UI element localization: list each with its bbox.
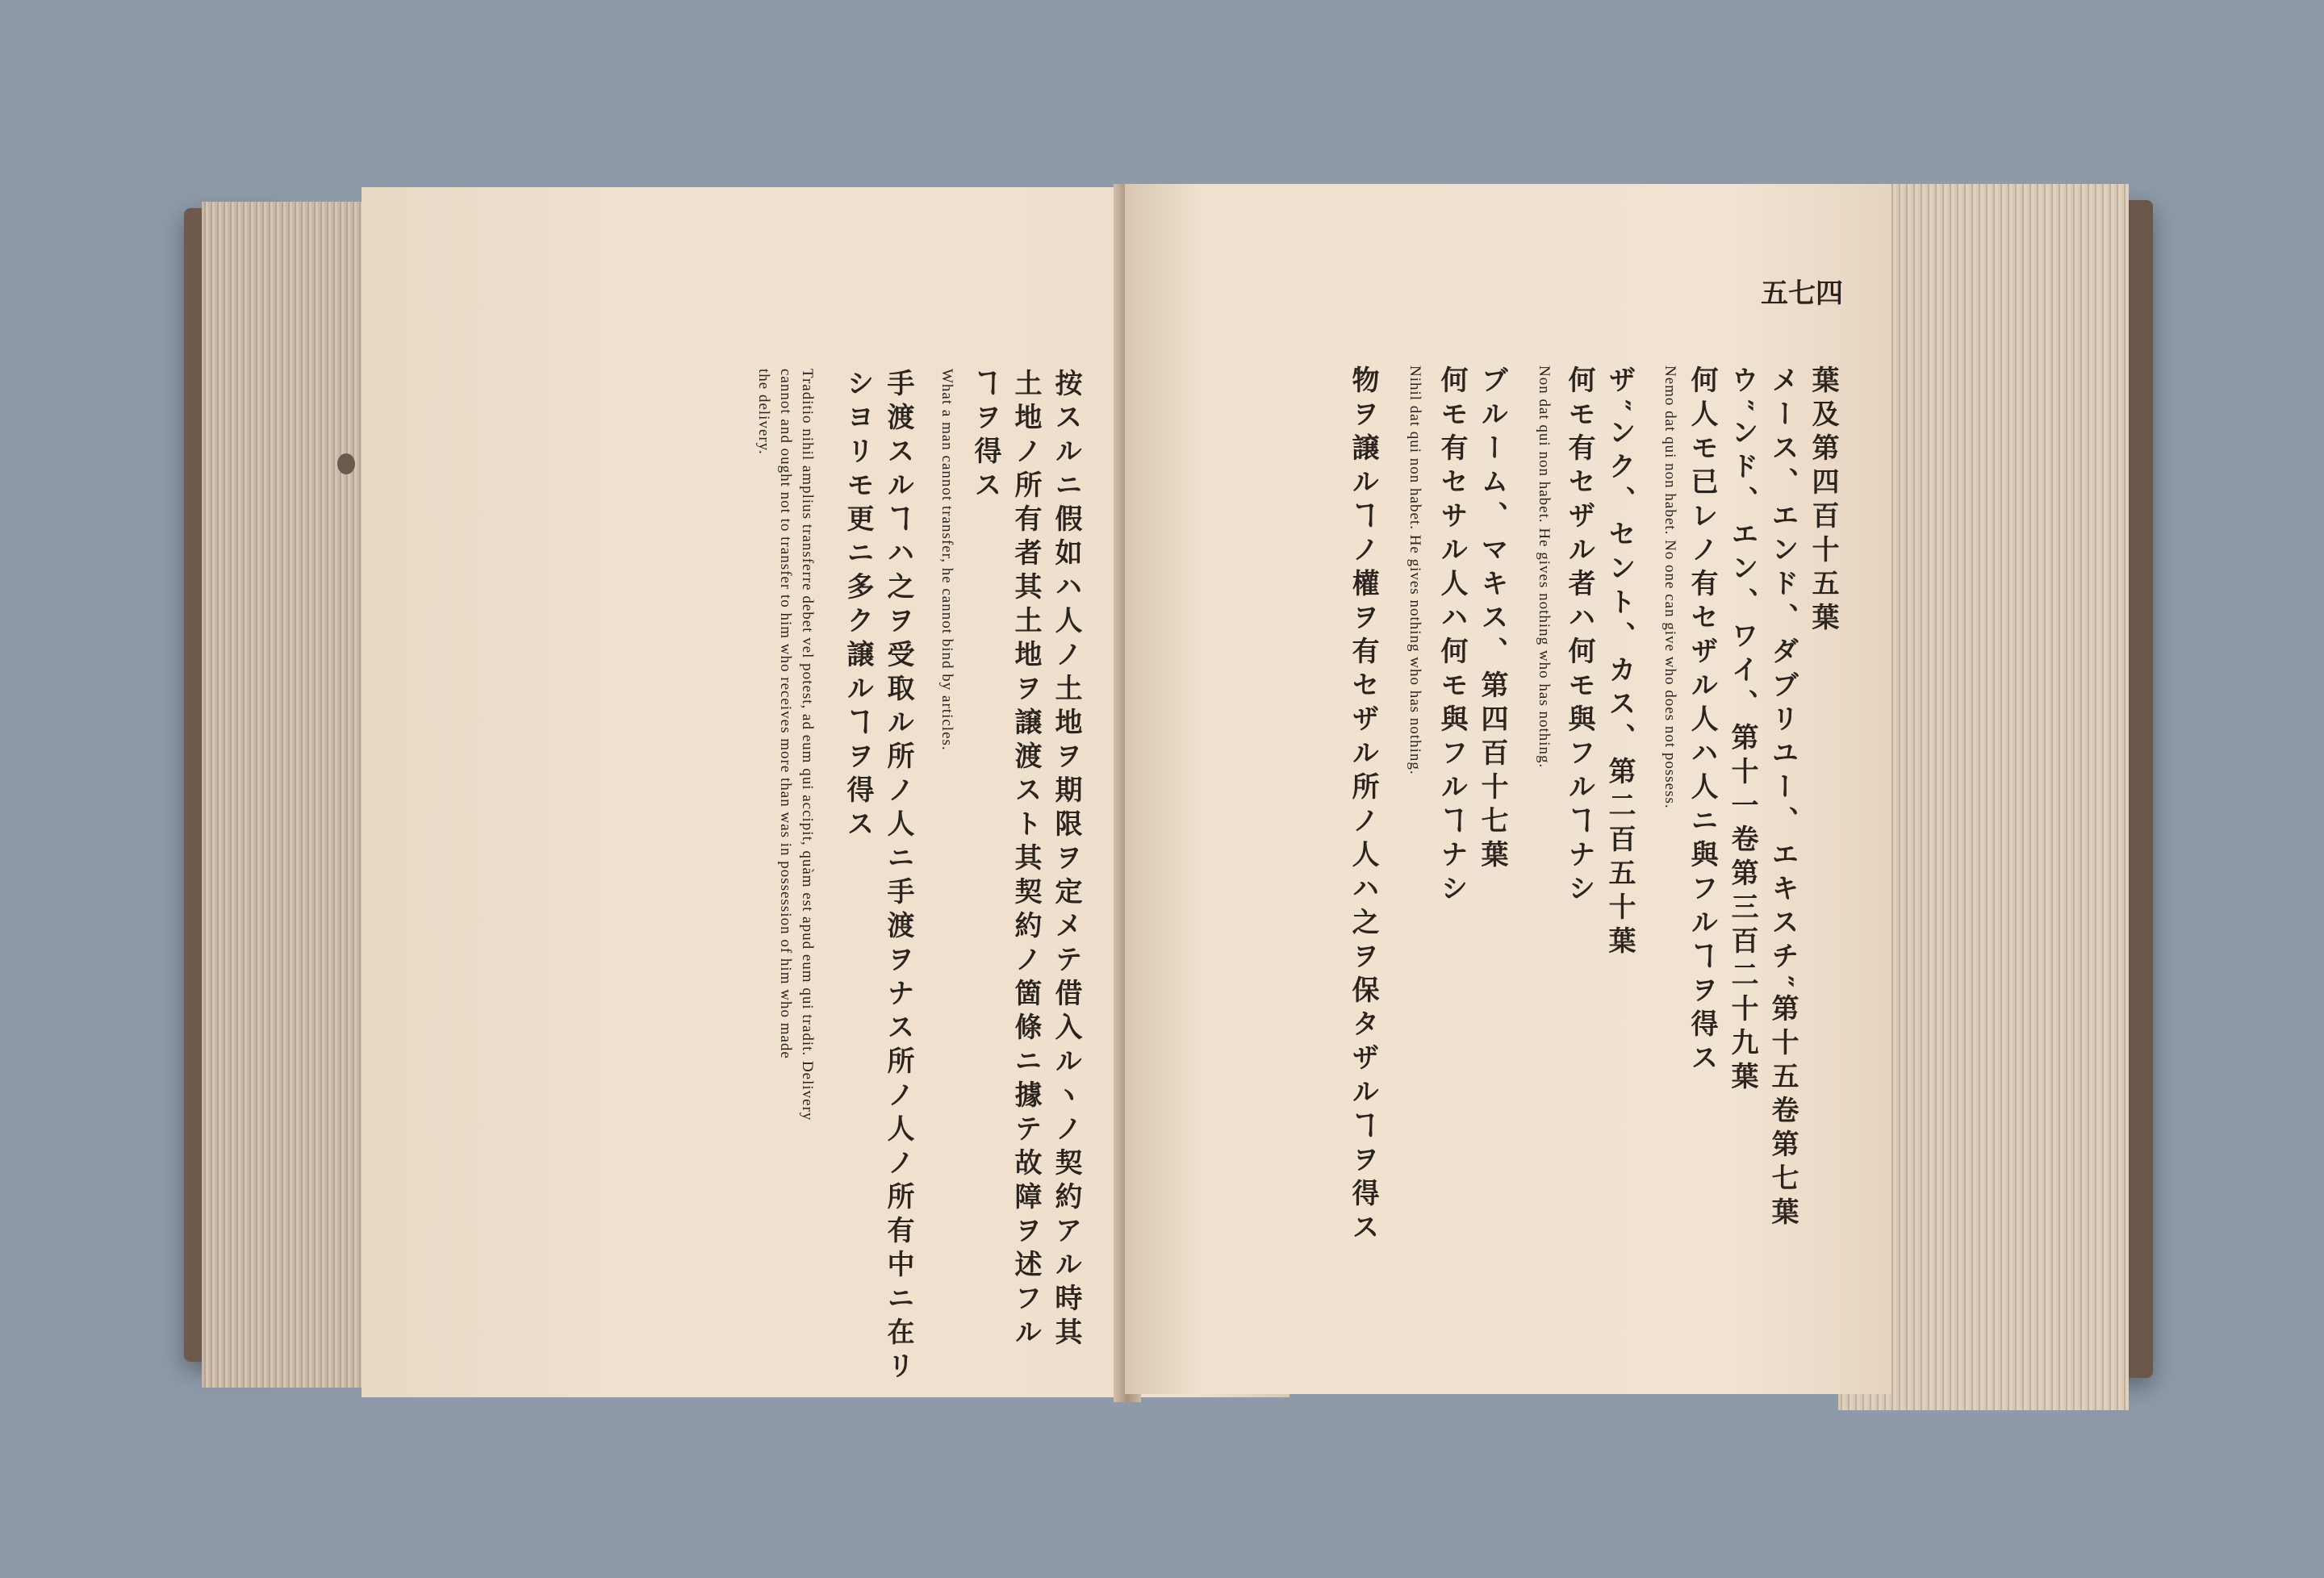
text-column: ブルーム、マキス、第四百十七葉: [1476, 365, 1508, 874]
text-column: ザ″ンク、セント、カス、第二百五十葉: [1603, 365, 1636, 961]
text-column: ウ″ンド、エン、ワイ、第十一卷第三百二十九葉: [1726, 365, 1758, 1096]
text-column: 手渡スルヿハ之ヲ受取ル所ノ人ニ手渡ヲナス所ノ人ノ所有中ニ在リ: [882, 369, 914, 1385]
right-page: [1125, 184, 1891, 1394]
text-column: 按スルニ假如ハ人ノ土地ヲ期限ヲ定メテ借入ルヽノ契約アル時其: [1050, 369, 1082, 1351]
right-page-folio: 五七四: [1761, 278, 1843, 310]
text-column: What a man cannot transfer, he cannot bind by articles.: [938, 369, 955, 751]
text-column: 土地ノ所有者其土地ヲ譲渡スト其契約ノ箇條ニ據テ故障ヲ述フル: [1009, 369, 1042, 1351]
text-column: 葉及第四百十五葉: [1807, 365, 1839, 637]
text-column: シヨリモ更ニ多ク譲ルヿヲ得ス: [842, 369, 874, 843]
text-column: メース、エンド、ダブリユー、エキスチ″第十五卷第七葉: [1766, 365, 1799, 1232]
page-edges-left: [202, 202, 387, 1388]
text-column: 何モ有セザル者ハ何モ與フルヿナシ: [1563, 365, 1595, 908]
open-book: [184, 184, 2153, 1410]
text-column: 物ヲ譲ルヿノ權ヲ有セザル所ノ人ハ之ヲ保タザルヿヲ得ス: [1347, 365, 1379, 1246]
text-column: ヿヲ得ス: [969, 369, 1001, 504]
binding-hole: [337, 453, 355, 474]
text-column: 何モ有セサル人ハ何モ與フルヿナシ: [1436, 365, 1468, 908]
text-column: 何人モ已レノ有セザル人ハ人ニ與フルヿヲ得ス: [1686, 365, 1718, 1077]
text-column: Nemo dat qui non habet. No one can give who does not possess.: [1661, 365, 1678, 809]
text-column: Non dat qui non habet. He gives nothing who has nothing.: [1536, 365, 1553, 769]
text-column: Nihil dat qui non habet. He gives nothing who has nothing.: [1407, 365, 1423, 775]
text-column: the delivery.: [755, 369, 772, 455]
text-column: cannot and ought not to transfer to him who receives more than was in possession of him who made: [777, 369, 794, 1059]
text-column: Traditio nihil amplius transferre debet vel potest, ad eum qui accipit, quàm est apud eum qui tradit. Delivery: [799, 369, 816, 1121]
